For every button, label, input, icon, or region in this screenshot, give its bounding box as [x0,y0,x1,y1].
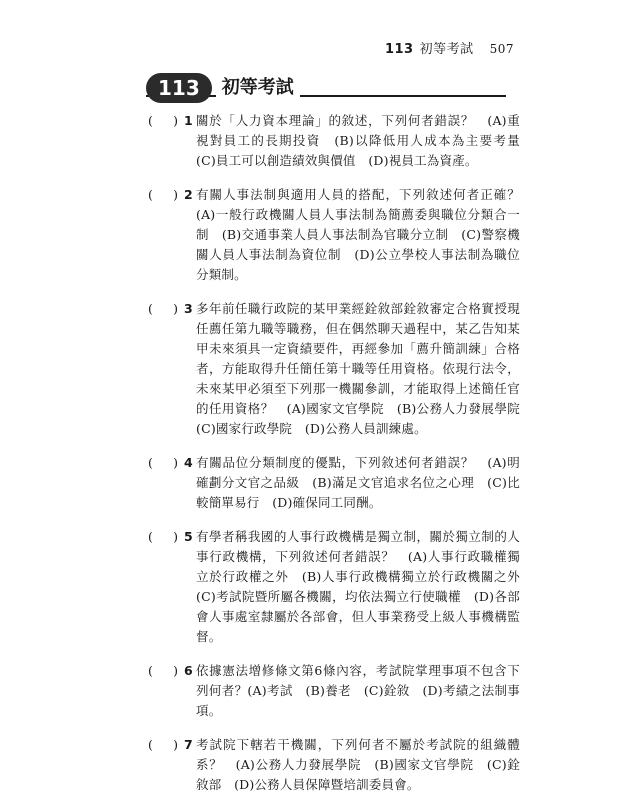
running-head-exam-name: 初等考試 [419,42,474,57]
question-text: 關於「人力資本理論」的敘述，下列何者錯誤？ (A)重視對員工的長期投資 (B)以降低用人成本為主要考量 (C)員工可以創造績效與價值 (D)視員工為資產。 [196,113,533,168]
paren-open: ( [148,301,153,316]
question-number: 1 [184,113,193,128]
question-item [148,735,520,795]
paren-open: ( [148,187,153,202]
paren-close: ) [173,663,178,678]
question-number: 4 [184,455,193,470]
paren-close: ) [173,737,178,752]
paren-close: ) [173,529,178,544]
paren-close: ) [173,187,178,202]
paren-open: ( [148,663,153,678]
answer-blank [148,527,184,647]
question-text: 有關品位分類制度的優點，下列敘述何者錯誤？ (A)明確劃分文官之品級 (B)滿足文官追求名位之心理 (C)比較簡單易行 (D)確保同工同酬。 [196,455,520,510]
paren-open: ( [148,737,153,752]
question-item [148,661,520,721]
answer-blank [148,185,184,285]
question-number: 3 [184,301,193,316]
question-text: 有關人事法制與適用人員的搭配，下列敘述何者正確？ (A)一般行政機關人員人事法制為簡薦委與職位分類合一制 (B)交通事業人員人事法制為官職分立制 (C)警察機關人員人事法制為資位制 (D)公立學校人事法制為職位分類制。 [196,187,533,282]
question-number: 6 [184,663,193,678]
answer-blank [148,299,184,439]
question-item [148,185,533,285]
question-text: 依據憲法增修條文第6條內容，考試院掌理事項不包含下列何者？(A)考試 (B)養老 (C)銓敘 (D)考績之法制事項。 [196,663,520,718]
paren-open: ( [148,529,153,544]
answer-blank [148,661,184,721]
answer-blank [148,111,184,171]
answer-blank [148,735,184,795]
running-head [385,38,514,57]
section-title-block [146,72,506,104]
question-text: 有學者稱我國的人事行政機構是獨立制，關於獨立制的人事行政機構，下列敘述何者錯誤？ (A)人事行政職權獨立於行政權之外 (B)人事行政機構獨立於行政機關之外 (C)考試院暨所屬各機關，均依法獨立行使職權 (D)各部會人事處室隸屬於各部會，但人事業務受上級人事機構監督。 [196,529,533,644]
question-number: 5 [184,529,193,544]
paren-open: ( [148,113,153,128]
question-list [148,111,533,809]
page-number: 507 [489,42,514,56]
question-item [148,527,533,647]
question-text: 考試院下轄若干機關，下列何者不屬於考試院的組織體系？ (A)公務人力發展學院 (B)國家文官學院 (C)銓敘部 (D)公務人員保障暨培訓委員會。 [196,737,520,792]
question-item [148,453,520,513]
question-number: 7 [184,737,193,752]
question-text: 多年前任職行政院的某甲業經銓敘部銓敘審定合格實授現任薦任第九職等職務，但在偶然聊天過程中，某乙告知某甲未來須具一定資績要件，再經參加「薦升簡訓練」合格者，方能取得升任簡任第十職等任用資格。依現行法令，未來某甲必須至下列那一機關參訓，才能取得上述簡任官的任用資格？ (A)國家文官學院 (B)公務人力發展學院 (C)國家行政學院 (D)公務人員訓練處。 [196,301,533,436]
paren-close: ) [173,113,178,128]
question-item [148,299,533,439]
question-item [148,111,533,171]
paren-close: ) [173,455,178,470]
paren-close: ) [173,301,178,316]
section-year-badge: 113 [146,73,212,103]
running-head-exam-year: 113 [384,42,414,57]
answer-blank [148,453,184,513]
paren-open: ( [148,455,153,470]
section-title: 初等考試 [216,73,300,103]
question-number: 2 [184,187,193,202]
